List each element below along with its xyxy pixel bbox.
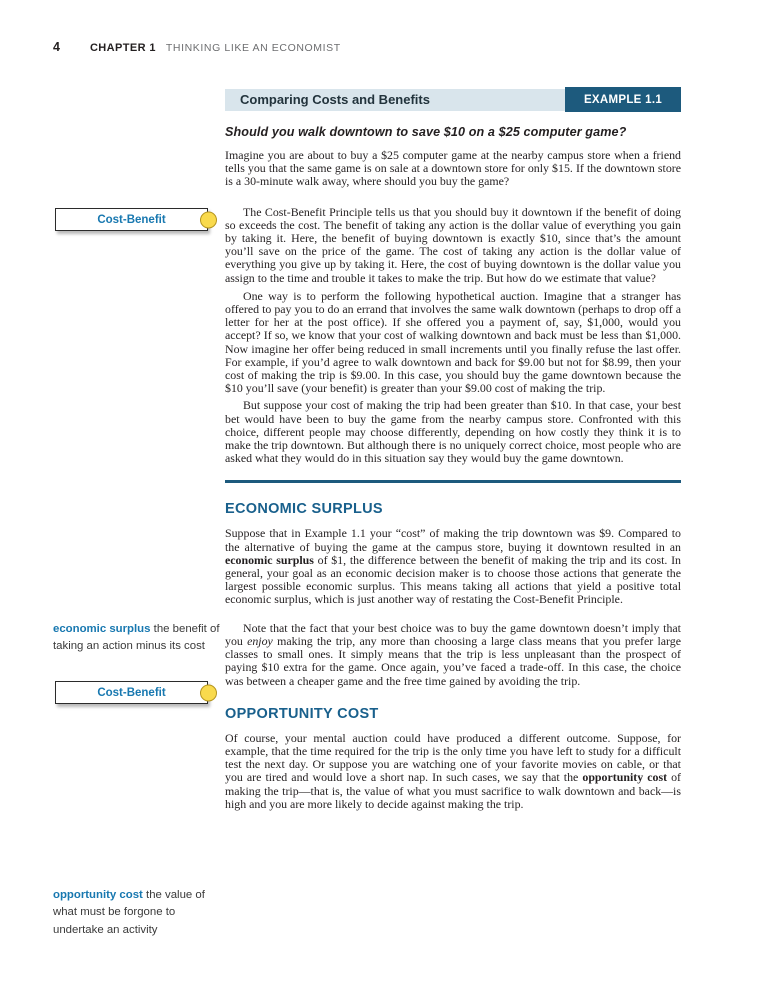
example-question: Should you walk downtown to save $10 on a $25 computer game? (225, 125, 627, 139)
chapter-label: CHAPTER 1 (89, 42, 156, 54)
paragraph (225, 622, 681, 688)
margin-term-economic-surplus: economic surplus (53, 623, 151, 635)
paragraph-text: of $1, the difference between the benefit of making the trip and its cost. In general, your goal as an economic decision maker is to choose those actions that generate the largest possible economic surplus. This means taking all actions that yield a positive total economic surplus, which is just another way of restating the Cost-Benefit Principle. (225, 552, 681, 607)
cost-benefit-badge-label: Cost-Benefit (97, 213, 166, 226)
cost-benefit-concept-badge (55, 681, 208, 704)
paragraph-text: Suppose that in Example 1.1 your “cost” of making the trip downtown was $9. Compared to the alternative of buying the game at the campus store, buying it downtown resulted in an (225, 526, 681, 554)
margin-definition-text: the value of what must be forgone to undertake an activity (53, 889, 205, 936)
paragraph: One way is to perform the following hypothetical auction. Imagine that a stranger has offered to pay you to do an errand that involves the same walk downtown (perhaps to drop off a letter for her at the post office). If she offered you a payment of, say, $1,000, would you accept? If so, we know that your cost of walking downtown and back must be less than $1,000. Now imagine her offer being reduced in small increments until you finally refuse the last offer. For example, if you’d agree to walk downtown and back for $9.00 but not for $8.99, then your cost of making the trip is $9.00. In this case, you should buy the game downtown because the $10 you’ll save (your benefit) is greater than your $9.00 cost of making the trip. (225, 288, 681, 396)
section-divider-rule (225, 480, 681, 483)
example-header (225, 87, 681, 112)
cost-benefit-concept-badge (55, 208, 208, 231)
main-text-column (225, 87, 681, 811)
example-title-bar (225, 89, 565, 111)
section-heading-opportunity-cost: OPPORTUNITY COST (225, 705, 379, 722)
cost-benefit-badge-label: Cost-Benefit (97, 686, 166, 699)
yellow-marker-icon (200, 684, 217, 701)
paragraph-text: Of course, your mental auction could have produced a different outcome. Suppose, for example, that the time required for the trip is the only time you have left to study for a difficult test the next day. Or suppose you are watching one of your favorite movies on cable, or that you are tired and would love a short nap. In such cases, we say that the (225, 730, 681, 785)
paragraph (225, 527, 681, 606)
inline-term-economic-surplus: economic surplus (225, 552, 314, 567)
running-head (53, 40, 341, 54)
paragraph: But suppose your cost of making the trip had been greater than $10. In that case, your best bet would have been to buy the game from the nearby campus store. Confronted with this choice, different people may choose differently, depending on how costly they think it is to make the trip downtown. But although there is no uniquely correct choice, most people who are asked what they would do in this situation say they would buy the game downtown. (225, 398, 681, 466)
paragraph: Imagine you are about to buy a $25 computer game at the nearby campus store when a friend tells you that the same game is on sale at a downtown store for only $15. If the downtown store is a 30-minute walk away, where should you buy the game? (225, 148, 681, 189)
paragraph: The Cost-Benefit Principle tells us that you should buy it downtown if the benefit of doing so exceeds the cost. The benefit of taking any action is the dollar value of everything you gain by taking it. Here, the benefit of buying downtown is exactly $10, since that’s the amount you’ll save on the price of the game. The cost of taking any action is the dollar value of everything you give up by taking it. Here, the cost of buying downtown is the dollar value you assign to the time and trouble it takes to make the trip. But how do we estimate that value? (225, 204, 681, 285)
yellow-marker-icon (200, 211, 217, 228)
example-number-badge (565, 87, 681, 112)
paragraph-text: making the trip, any more than choosing a large class means that you prefer large classes to small ones. It simply means that the trip is less unpleasant than the prospect of paying $10 extra for the game. Once again, you’ve faced a trade-off. In this case, the choice was between a cheaper game and the free time gained by avoiding the trip. (225, 633, 681, 688)
margin-definition-opportunity-cost (53, 887, 221, 939)
chapter-title: THINKING LIKE AN ECONOMIST (165, 42, 341, 54)
margin-definition-text: the benefit of taking an action minus its cost (53, 623, 220, 653)
paragraph-text: of making the trip—that is, the value of what you must sacrifice to walk downtown and back—is high and you are more likely to decide against making the trip. (225, 770, 681, 811)
margin-term-opportunity-cost: opportunity cost (53, 889, 143, 901)
inline-term-opportunity-cost: opportunity cost (582, 770, 668, 785)
margin-definition-economic-surplus (53, 621, 221, 656)
example-number-label: EXAMPLE 1.1 (583, 93, 663, 106)
paragraph-text: Note that the fact that your best choice was to buy the game downtown doesn’t imply that you (225, 620, 681, 648)
section-heading-economic-surplus: ECONOMIC SURPLUS (225, 501, 383, 518)
inline-italic-word: enjoy (247, 633, 273, 648)
page-number: 4 (53, 40, 60, 54)
paragraph (225, 732, 681, 811)
example-title: Comparing Costs and Benefits (240, 92, 430, 107)
